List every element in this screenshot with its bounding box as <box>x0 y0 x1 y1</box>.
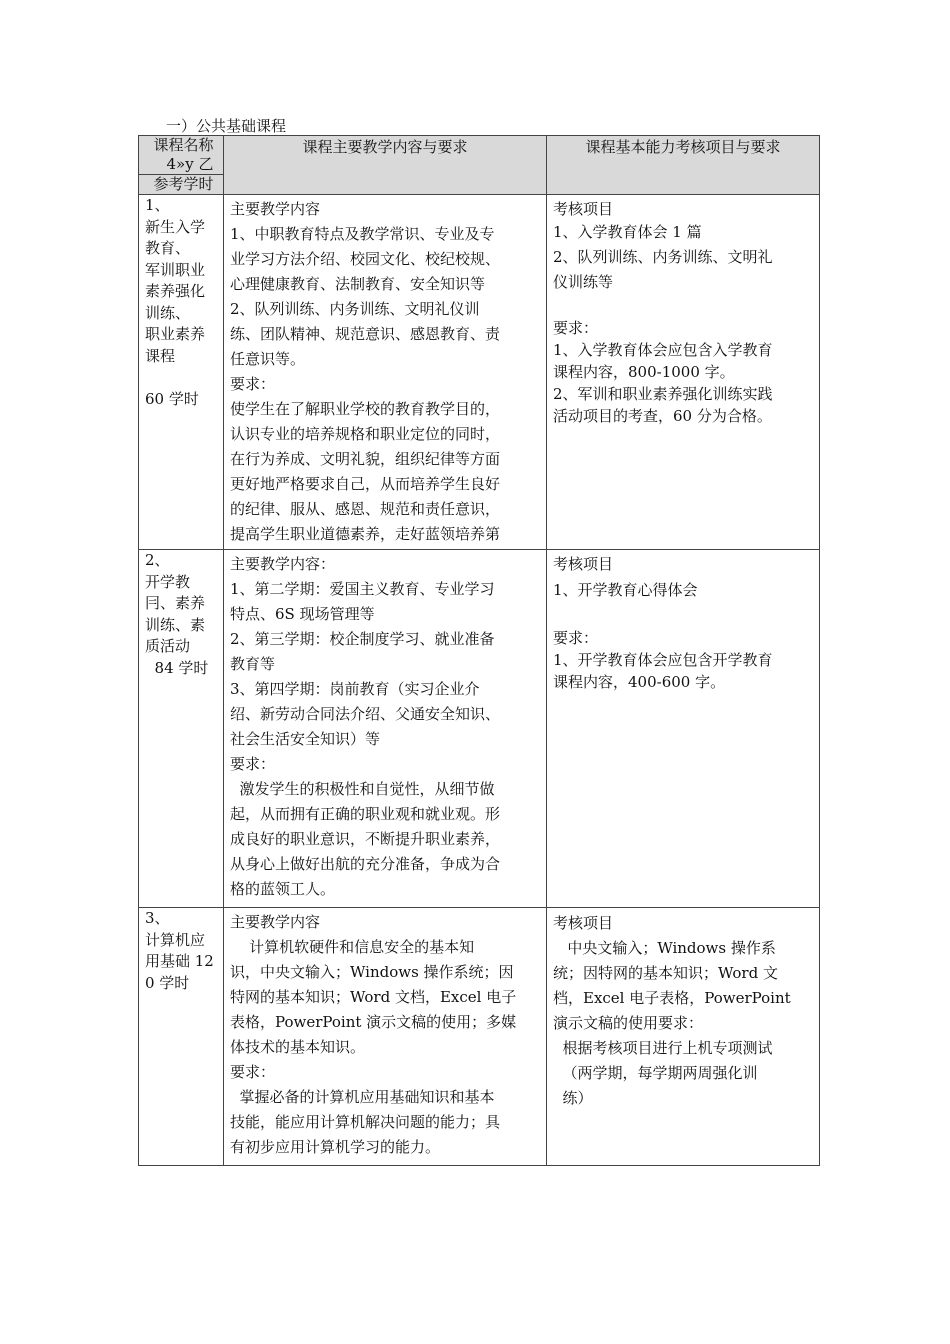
course-hours: 84 学时 <box>145 658 209 677</box>
course-name-line: 新生入学 <box>145 217 206 236</box>
assessment-line: 考核项目 <box>553 200 614 218</box>
content-line: 主要教学内容： <box>230 555 336 573</box>
course-hours: 0 学时 <box>145 973 190 992</box>
content-line: 主要教学内容 <box>230 913 321 931</box>
course-name-line: 课程 <box>145 346 176 365</box>
course-name-line: 质活动 <box>145 637 191 655</box>
content-line: 表格，PowerPoint 演示文稿的使用；多媒 <box>230 1013 517 1031</box>
assessment-line: 档，Excel 电子表格，PowerPoint <box>553 989 791 1007</box>
content-line: 计算机软硬件和信息安全的基本知 <box>230 938 475 956</box>
content-line: 掌握必备的计算机应用基础知识和基本 <box>230 1088 495 1106</box>
course-name-cell <box>139 550 224 908</box>
assessment-line: 考核项目 <box>553 555 614 573</box>
content-line: 业学习方法介绍、校园文化、校纪校规、 <box>230 250 501 268</box>
content-line: 社会生活安全知识）等 <box>230 730 381 748</box>
course-name-cell <box>139 908 224 1166</box>
content-line: 主要教学内容 <box>230 200 321 218</box>
spacer <box>553 605 814 627</box>
course-content-cell <box>224 195 547 550</box>
assessment-line: 要求： <box>553 629 599 647</box>
assessment-line: 活动项目的考查，60 分为合格。 <box>553 407 772 425</box>
assessment-cell <box>547 550 820 908</box>
header-course-name-sub: 4»y 乙 <box>166 155 214 173</box>
content-line: 技能，能应用计算机解决问题的能力；具 <box>230 1113 501 1131</box>
course-content-cell <box>224 908 547 1166</box>
content-line: 教育等 <box>230 655 276 673</box>
content-line: 更好地严格要求自己，从而培养学生良好 <box>230 475 501 493</box>
assessment-line: 中央文输入；Windows 操作系 <box>553 939 776 957</box>
content-line: 绍、新劳动合同法介绍、父通安全知识、 <box>230 705 501 723</box>
content-line: 要求： <box>230 1063 276 1081</box>
content-line: 特网的基本知识；Word 文档，Excel 电子 <box>230 988 517 1006</box>
content-line: 心理健康教育、法制教育、安全知识等 <box>230 275 486 293</box>
assessment-line: 仪训练等 <box>553 273 614 291</box>
table-row <box>139 550 820 908</box>
course-name-line: 1、 <box>145 196 170 214</box>
assessment-line: 演示文稿的使用要求： <box>553 1014 704 1032</box>
course-name-line: 开学教 <box>145 572 191 591</box>
header-course-name: 课程名称 <box>153 136 214 154</box>
assessment-cell <box>547 195 820 550</box>
assessment-line: 考核项目 <box>553 914 614 932</box>
assessment-cell <box>547 908 820 1166</box>
course-name-cell <box>139 195 224 550</box>
content-line: 特点、6S 现场管理等 <box>230 605 375 623</box>
header-assessment: 课程基本能力考核项目与要求 <box>547 136 820 195</box>
content-line: 的纪律、服从、感恩、规范和责任意识， <box>230 500 501 518</box>
content-line: 起，从而拥有正确的职业观和就业观。形 <box>230 805 501 823</box>
assessment-line: 课程内容，400-600 字。 <box>553 673 726 691</box>
header-content: 课程主要教学内容与要求 <box>224 136 547 195</box>
course-name-line: 素养强化 <box>145 282 206 300</box>
course-name-line: 军训职业 <box>145 260 206 279</box>
table-row <box>139 195 820 550</box>
section-title: 一）公共基础课程 <box>166 117 287 135</box>
content-line: 从身心上做好出航的充分准备，争成为合 <box>230 855 501 873</box>
content-line: 识，中央文输入；Windows 操作系统；因 <box>230 963 514 981</box>
course-name-line: 冃、素养 <box>145 594 206 612</box>
course-table <box>138 135 820 1166</box>
spacer <box>553 295 814 317</box>
assessment-line: 2、军训和职业素养强化训练实践 <box>553 385 773 403</box>
content-line: 有初步应用计算机学习的能力。 <box>230 1138 441 1156</box>
course-name-line: 训练、 <box>145 303 191 322</box>
assessment-line: 1、开学教育体会应包含开学教育 <box>553 651 773 669</box>
table-header-row <box>139 136 820 195</box>
assessment-line: 2、队列训练、内务训练、文明礼 <box>553 248 773 266</box>
course-name-line: 训练、素 <box>145 615 206 634</box>
course-name-line: 2、 <box>145 551 170 569</box>
content-line: 成良好的职业意识，不断提升职业素养， <box>230 830 501 848</box>
content-line: 激发学生的积极性和自觉性，从细节做 <box>230 780 495 798</box>
content-line: 使学生在了解职业学校的教育教学目的， <box>230 400 501 418</box>
assessment-line: 练） <box>553 1089 593 1107</box>
course-name-line: 用基础 12 <box>145 952 214 970</box>
content-line: 认识专业的培养规格和职业定位的同时， <box>230 425 501 443</box>
content-line: 1、第二学期：爱国主义教育、专业学习 <box>230 580 495 598</box>
assessment-line: 1、开学教育心得体会 <box>553 581 698 599</box>
course-name-line: 计算机应 <box>145 930 206 949</box>
content-line: 要求： <box>230 755 276 773</box>
assessment-line: 要求： <box>553 319 599 337</box>
assessment-line: 课程内容，800-1000 字。 <box>553 363 735 381</box>
header-reference-hours: 参考学时 <box>139 174 223 194</box>
assessment-line: 根据考核项目进行上机专项测试 <box>553 1039 773 1057</box>
assessment-line: 统；因特网的基本知识；Word 文 <box>553 964 778 982</box>
content-line: 1、中职教育特点及教学常识、专业及专 <box>230 225 495 243</box>
assessment-line: 1、入学教育体会应包含入学教育 <box>553 341 773 359</box>
content-line: 2、第三学期：校企制度学习、就业准备 <box>230 630 495 648</box>
course-content-cell <box>224 550 547 908</box>
content-line: 格的蓝领工人。 <box>230 880 336 898</box>
content-line: 体技术的基本知识。 <box>230 1038 366 1056</box>
content-line: 2、队列训练、内务训练、文明礼仪训 <box>230 300 480 318</box>
course-hours: 60 学时 <box>145 390 199 408</box>
header-course-name-cell <box>139 136 224 195</box>
content-line: 提高学生职业道德素养，走好蓝领培养第 <box>230 525 501 543</box>
table-row <box>139 908 820 1166</box>
spacer <box>145 367 219 389</box>
content-line: 要求： <box>230 375 276 393</box>
course-name-line: 3、 <box>145 909 170 927</box>
content-line: 3、第四学期：岗前教育（实习企业介 <box>230 680 480 698</box>
course-name-line: 教育、 <box>145 239 191 257</box>
content-line: 在行为养成、文明礼貌，组织纪律等方面 <box>230 450 501 468</box>
course-name-line: 职业素养 <box>145 325 206 343</box>
assessment-line: 1、入学教育体会 1 篇 <box>553 223 702 241</box>
content-line: 练、团队精神、规范意识、感恩教育、责 <box>230 325 501 343</box>
content-line: 任意识等。 <box>230 350 306 368</box>
assessment-line: （两学期，每学期两周强化训 <box>553 1064 758 1082</box>
